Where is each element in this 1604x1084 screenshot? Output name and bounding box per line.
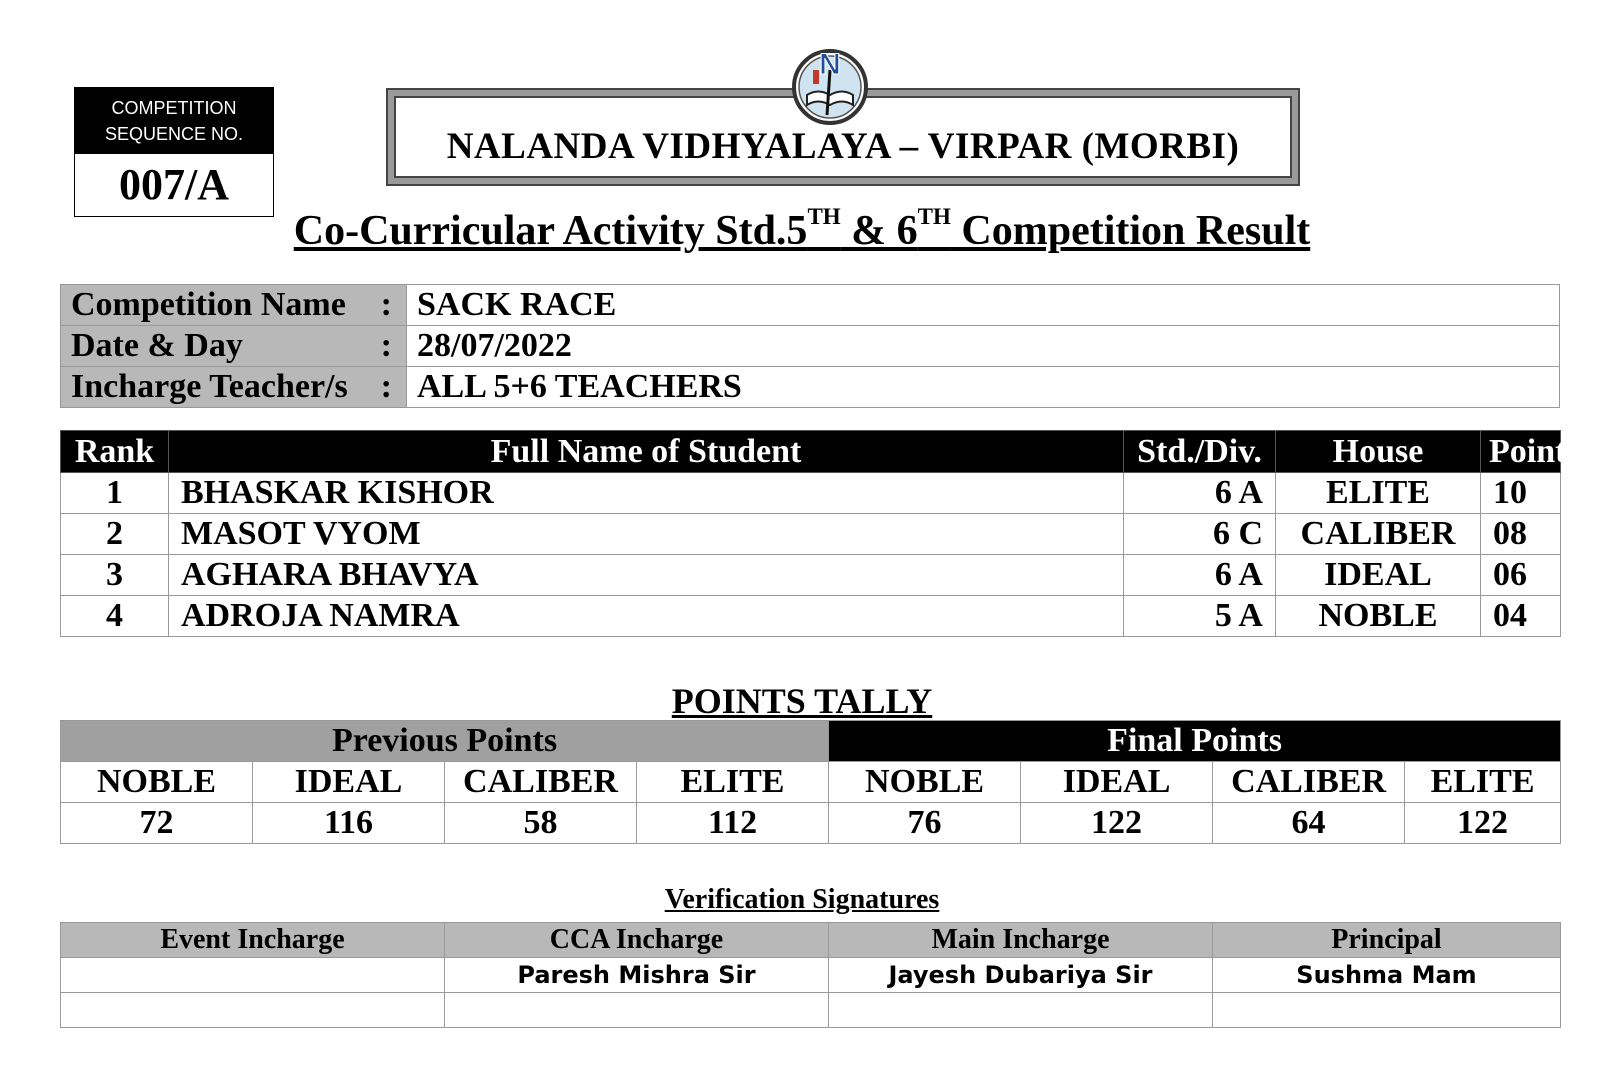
house-label: CALIBER — [1213, 762, 1405, 803]
previous-points-header: Previous Points — [61, 721, 829, 762]
house-cell: NOBLE — [1276, 596, 1481, 637]
previous-points-value: 72 — [61, 803, 253, 844]
tally-group-row — [61, 721, 1561, 762]
previous-points-value: 112 — [637, 803, 829, 844]
info-value: 28/07/2022 — [407, 326, 1560, 367]
std-cell: 6 A — [1124, 555, 1276, 596]
final-points-value: 122 — [1021, 803, 1213, 844]
house-label: IDEAL — [1021, 762, 1213, 803]
final-points-value: 122 — [1405, 803, 1561, 844]
previous-points-value: 58 — [445, 803, 637, 844]
house-label: ELITE — [637, 762, 829, 803]
table-row — [61, 555, 1561, 596]
header-rank: Rank — [61, 431, 169, 473]
points-cell: 06 — [1481, 555, 1561, 596]
signatory-name: Jayesh Dubariya Sir — [829, 958, 1213, 993]
house-cell: IDEAL — [1276, 555, 1481, 596]
page-subtitle — [0, 204, 1604, 255]
role-label: Main Incharge — [829, 923, 1213, 958]
house-label: CALIBER — [445, 762, 637, 803]
house-cell: ELITE — [1276, 473, 1481, 514]
table-row — [61, 596, 1561, 637]
header-std: Std./Div. — [1124, 431, 1276, 473]
signatory-name: Sushma Mam — [1213, 958, 1561, 993]
house-label: NOBLE — [61, 762, 253, 803]
std-cell: 6 A — [1124, 473, 1276, 514]
signature-blank-row — [61, 993, 1561, 1028]
school-logo-icon — [785, 40, 875, 130]
table-row — [61, 473, 1561, 514]
header-house: House — [1276, 431, 1481, 473]
signatory-name — [61, 958, 445, 993]
info-row: Incharge Teacher/s : ALL 5+6 TEACHERS — [61, 367, 1560, 408]
tally-title: POINTS TALLY — [671, 681, 933, 721]
header-points: Points — [1481, 431, 1561, 473]
signatures-table — [60, 922, 1561, 1028]
final-points-header: Final Points — [829, 721, 1561, 762]
subtitle-part1: Co-Curricular Activity Std.5 — [293, 208, 808, 254]
points-tally-table — [60, 720, 1561, 844]
signature-space — [445, 993, 829, 1028]
competition-info-table — [60, 284, 1560, 408]
logo-letter: N — [819, 48, 841, 81]
student-name-cell: ADROJA NAMRA — [169, 596, 1124, 637]
points-cell: 04 — [1481, 596, 1561, 637]
rank-cell: 1 — [61, 473, 169, 514]
signature-role-row — [61, 923, 1561, 958]
sequence-label-line1: COMPETITION — [111, 98, 237, 118]
student-name-cell: MASOT VYOM — [169, 514, 1124, 555]
signatures-title: Verification Signatures — [664, 884, 940, 915]
points-cell: 10 — [1481, 473, 1561, 514]
signatory-name: Paresh Mishra Sir — [445, 958, 829, 993]
results-table — [60, 430, 1580, 637]
rank-cell: 4 — [61, 596, 169, 637]
role-label: Principal — [1213, 923, 1561, 958]
student-name-cell: AGHARA BHAVYA — [169, 555, 1124, 596]
house-cell: CALIBER — [1276, 514, 1481, 555]
std-cell: 6 C — [1124, 514, 1276, 555]
house-label: IDEAL — [253, 762, 445, 803]
role-label: CCA Incharge — [445, 923, 829, 958]
school-name: NALANDA VIDHYALAYA – VIRPAR (MORBI) — [394, 96, 1292, 178]
sequence-label-line2: SEQUENCE NO. — [104, 124, 244, 144]
subtitle-part3: Competition Result — [950, 208, 1311, 254]
rank-cell: 2 — [61, 514, 169, 555]
signature-name-row — [61, 958, 1561, 993]
signature-space — [1213, 993, 1561, 1028]
subtitle-sup2: TH — [917, 204, 951, 229]
info-row: Competition Name : SACK RACE — [61, 285, 1560, 326]
signature-space — [829, 993, 1213, 1028]
sequence-box — [74, 87, 274, 217]
tally-house-row — [61, 762, 1561, 803]
rank-cell: 3 — [61, 555, 169, 596]
house-label: ELITE — [1405, 762, 1561, 803]
subtitle-sup1: TH — [807, 204, 841, 229]
info-row: Date & Day : 28/07/2022 — [61, 326, 1560, 367]
final-points-value: 64 — [1213, 803, 1405, 844]
info-value: ALL 5+6 TEACHERS — [407, 367, 1560, 408]
previous-points-value: 116 — [253, 803, 445, 844]
tally-value-row — [61, 803, 1561, 844]
role-label: Event Incharge — [61, 923, 445, 958]
signature-space — [61, 993, 445, 1028]
info-label: Date & Day — [71, 327, 243, 364]
house-label: NOBLE — [829, 762, 1021, 803]
results-header-row — [61, 431, 1561, 473]
info-label: Competition Name — [71, 286, 346, 323]
table-row — [61, 514, 1561, 555]
final-points-value: 76 — [829, 803, 1021, 844]
sequence-label — [75, 88, 273, 154]
sequence-number: 007/A — [119, 160, 229, 209]
info-value: SACK RACE — [407, 285, 1560, 326]
header-name: Full Name of Student — [169, 431, 1124, 473]
std-cell: 5 A — [1124, 596, 1276, 637]
student-name-cell: BHASKAR KISHOR — [169, 473, 1124, 514]
info-label: Incharge Teacher/s — [71, 368, 348, 405]
subtitle-part2: & 6 — [840, 208, 918, 254]
points-cell: 08 — [1481, 514, 1561, 555]
